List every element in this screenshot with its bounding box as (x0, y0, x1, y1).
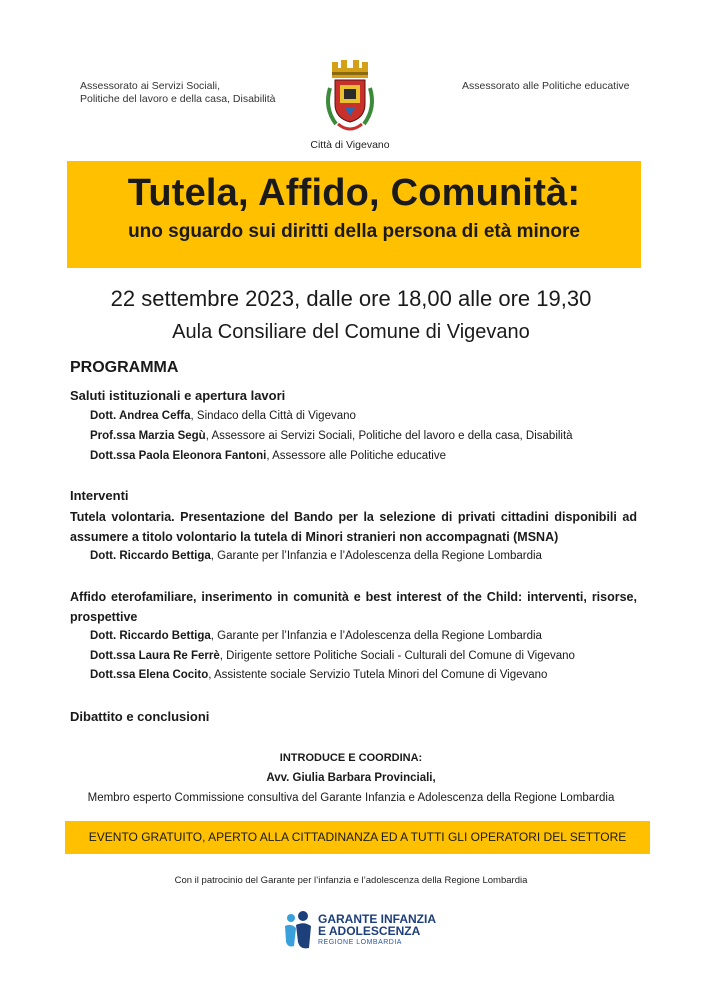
event-date: 22 settembre 2023, dalle ore 18,00 alle ore 19,30 (110, 286, 592, 311)
speaker-name: Prof.ssa Marzia Segù (90, 430, 206, 442)
speaker-fantoni (90, 450, 446, 462)
header-left-line2: Politiche del lavoro e della casa, Disabilità (80, 93, 276, 105)
speaker-name: Dott. Riccardo Bettiga (90, 550, 211, 562)
speaker-bettiga-1 (90, 550, 542, 562)
speaker-role: , Garante per l’Infanzia e l’Adolescenza della Regione Lombardia (210, 550, 542, 562)
garante-logo-icon (282, 910, 314, 950)
topic-tutela-volontaria: Tutela volontaria. Presentazione del Bando per la selezione di privati cittadini disponibili ad assumere a titolo volontario la tutela di Minori stranieri non accompagnati (MSNA) (70, 510, 637, 544)
coordina-label: INTRODUCE E COORDINA: (279, 752, 423, 764)
title-band (67, 161, 641, 268)
patrocinio-note: Con il patrocinio del Garante per l’infanzia e l’adolescenza della Regione Lombardia (174, 875, 528, 886)
topic-affido: Affido eterofamiliare, inserimento in comunità e best interest of the Child: interventi, risorse, prospettive (70, 590, 637, 624)
event-venue: Aula Consiliare del Comune di Vigevano (172, 321, 530, 343)
header-right-office: Assessorato alle Politiche educative (462, 80, 630, 92)
city-crest-icon (318, 58, 382, 138)
programma-heading: PROGRAMMA (70, 359, 179, 376)
header-left-office (80, 80, 276, 106)
city-name: Città di Vigevano (310, 139, 390, 151)
speaker-name: Dott.ssa Elena Cocito (90, 669, 209, 681)
coordina-role: Membro esperto Commissione consultiva del Garante Infanzia e Adolescenza della Regione Lombardia (87, 792, 615, 804)
garante-line2: E ADOLESCENZA (318, 924, 421, 938)
speaker-segu (90, 430, 573, 442)
speaker-role: , Assessore alle Politiche educative (266, 450, 447, 462)
speaker-role: , Assistente sociale Servizio Tutela Minori del Comune di Vigevano (208, 669, 548, 681)
garante-region: REGIONE LOMBARDIA (318, 939, 402, 946)
speaker-ceffa (90, 410, 356, 422)
header-left-line1: Assessorato ai Servizi Sociali, (80, 80, 221, 92)
speaker-name: Dott.ssa Laura Re Ferrè (90, 650, 220, 662)
speaker-role: , Garante per l’Infanzia e l’Adolescenza della Regione Lombardia (210, 630, 542, 642)
garante-name (318, 913, 436, 937)
speaker-name: Dott. Riccardo Bettiga (90, 630, 211, 642)
garante-line1: GARANTE INFANZIA (318, 912, 436, 926)
speaker-role: , Assessore ai Servizi Sociali, Politiche del lavoro e della casa, Disabilità (205, 430, 573, 442)
dibattito-heading: Dibattito e conclusioni (70, 709, 210, 724)
speaker-name: Dott.ssa Paola Eleonora Fantoni (90, 450, 267, 462)
speaker-cocito (90, 669, 547, 681)
speaker-bettiga-2 (90, 630, 542, 642)
coordina-name: Avv. Giulia Barbara Provinciali, (266, 772, 436, 784)
free-event-band: EVENTO GRATUITO, APERTO ALLA CITTADINANZA ED A TUTTI GLI OPERATORI DEL SETTORE (65, 821, 650, 854)
interventi-heading: Interventi (70, 488, 129, 503)
speaker-name: Dott. Andrea Ceffa (90, 410, 191, 422)
event-title: Tutela, Affido, Comunità: (127, 172, 581, 214)
event-subtitle: uno sguardo sui diritti della persona di età minore (128, 221, 580, 242)
speaker-role: , Sindaco della Città di Vigevano (190, 410, 356, 422)
saluti-heading: Saluti istituzionali e apertura lavori (70, 388, 286, 403)
speaker-re-ferre (90, 650, 575, 662)
speaker-role: , Dirigente settore Politiche Sociali - Culturali del Comune di Vigevano (219, 650, 575, 662)
